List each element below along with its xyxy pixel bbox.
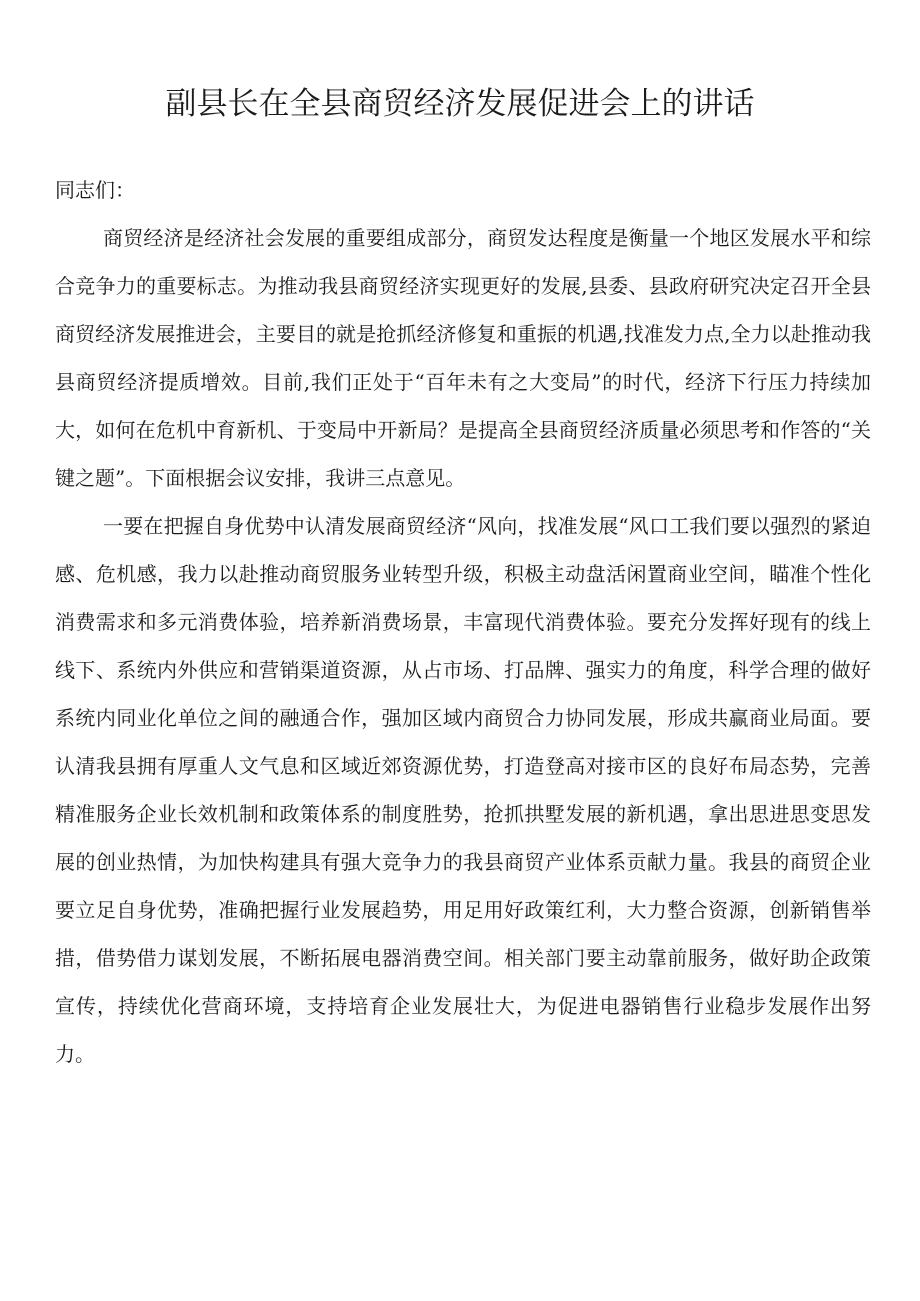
paragraph-2: 一要在把握自身优势中认清发展商贸经济“风向，找准发展“风口工我们要以强烈的紧迫感、危机感，我力以赴推动商贸服务业转型升级，积极主动盘活闲置商业空间，瞄准个性化消费需求和多元消费体验，培养新消费场景，丰富现代消费体验。要充分发挥好现有的线上线下、系统内外供应和营销渠道资源，从占市场、打品牌、强实力的角度，科学合理的做好系统内同业化单位之间的融通合作，强加区域内商贸合力协同发展，形成共赢商业局面。要认清我县拥有厚重人文气息和区域近郊资源优势，打造登高对接市区的良好布局态势，完善精准服务企业长效机制和政策体系的制度胜势，抢抓拱墅发展的新机遇，拿出思进思变思发展的创业热情，为加快构建具有强大竞争力的我县商贸产业体系贡献力量。我县的商贸企业要立足自身优势，准确把握行业发展趋势，用足用好政策红利，大力整合资源，创新销售举措，借势借力谋划发展，不断拓展电器消费空间。相关部门要主动靠前服务，做好助企政策宣传，持续优化营商环境，支持培育企业发展壮大，为促进电器销售行业稳步发展作出努力。 (55, 514, 871, 1066)
salutation: 同志们： (55, 178, 135, 202)
document-title: 副县长在全县商贸经济发展促进会上的讲话 (165, 86, 755, 122)
paragraph-1: 商贸经济是经济社会发展的重要组成部分，商贸发达程度是衡量一个地区发展水平和综合竞争力的重要标志。为推动我县商贸经济实现更好的发展,县委、县政府研究决定召开全县商贸经济发展推进会，主要目的就是抢抓经济修复和重振的机遇,找准发力点,全力以赴推动我县商贸经济提质增效。目前,我们正处于“百年未有之大变局”的时代，经济下行压力持续加大，如何在危机中育新机、于变局中开新局？是提高全县商贸经济质量必须思考和作答的“关键之题”。下面根据会议安排，我讲三点意见。 (55, 226, 871, 490)
document-body (55, 166, 871, 1078)
